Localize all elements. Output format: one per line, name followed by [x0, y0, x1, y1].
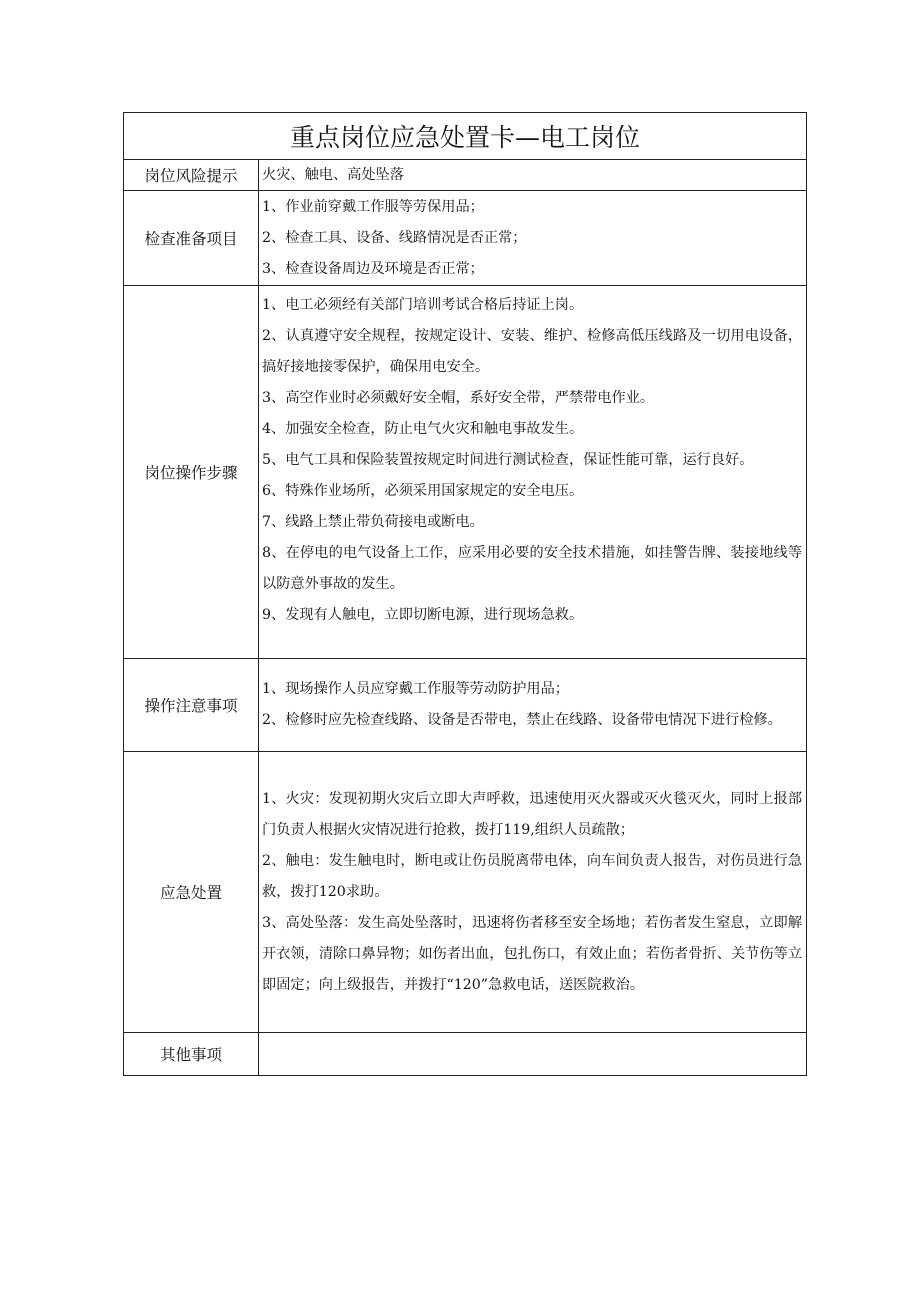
- other-content: [259, 1033, 807, 1076]
- steps-clip: [262, 286, 802, 658]
- emergency-card-table: [123, 112, 807, 1076]
- emergency-line: 2、触电：发生触电时，断电或让伤员脱离带电体，向车间负责人报告，对伤员进行急救，拨打120求助。: [262, 852, 803, 900]
- check-line: 1、作业前穿戴工作服等劳保用品；: [262, 198, 484, 215]
- check-label: 检查准备项目: [124, 191, 259, 286]
- note-line: 1、现场操作人员应穿戴工作服等劳动防护用品；: [262, 681, 569, 697]
- card-title: 重点岗位应急处置卡—电工岗位: [124, 113, 807, 160]
- check-line: 2、检查工具、设备、线路情况是否正常；: [262, 229, 527, 246]
- emergency-content: [259, 752, 807, 1033]
- notes-content: [259, 659, 807, 752]
- emergency-label: 应急处置: [124, 752, 259, 1033]
- step-line: 5、电气工具和保险装置按规定时间进行测试检查，保证性能可靠，运行良好。: [262, 452, 754, 468]
- check-line: 3、检查设备周边及环境是否正常；: [262, 260, 484, 277]
- step-line: 3、高空作业时必须戴好安全帽，系好安全带，严禁带电作业。: [262, 390, 655, 406]
- emergency-line: 1、火灾：发现初期火灾后立即大声呼救，迅速使用灭火器或灭火毯灭火，同时上报部门负责人根据火灾情况进行抢救，拨打119,组织人员疏散；: [262, 790, 803, 838]
- check-content: [259, 191, 807, 286]
- risk-label: 岗位风险提示: [124, 160, 259, 191]
- steps-content: [259, 286, 807, 659]
- notes-label: 操作注意事项: [124, 659, 259, 752]
- step-line: 4、加强安全检查，防止电气火灾和触电事故发生。: [262, 421, 584, 437]
- note-line: 2、检修时应先检查线路、设备是否带电，禁止在线路、设备带电情况下进行检修。: [262, 712, 782, 728]
- steps-label: 岗位操作步骤: [124, 286, 259, 659]
- step-line: 1、电工必须经有关部门培训考试合格后持证上岗。: [262, 297, 584, 313]
- risk-content: [259, 160, 807, 191]
- step-line: 9、发现有人触电，立即切断电源，进行现场急救。: [262, 607, 584, 623]
- step-line: 6、特殊作业场所，必须采用国家规定的安全电压。: [262, 483, 584, 499]
- emergency-line: 3、高处坠落：发生高处坠落时，迅速将伤者移至安全场地；若伤者发生窒息，立即解开衣领，清除口鼻异物；如伤者出血，包扎伤口，有效止血；若伤者骨折、关节伤等立即固定；向上级报告，并拨打“120”急救电话，送医院救治。: [262, 914, 803, 993]
- other-label: 其他事项: [124, 1033, 259, 1076]
- step-line: 7、线路上禁止带负荷接电或断电。: [262, 514, 484, 530]
- risk-line: 火灾、触电、高处坠落: [262, 167, 404, 183]
- step-line: 8、在停电的电气设备上工作，应采用必要的安全技术措施，如挂警告牌、装接地线等以防意外事故的发生。: [262, 545, 803, 592]
- step-line: 2、认真遵守安全规程，按规定设计、安装、维护、检修高低压线路及一切用电设备，搞好接地接零保护，确保用电安全。: [262, 328, 803, 375]
